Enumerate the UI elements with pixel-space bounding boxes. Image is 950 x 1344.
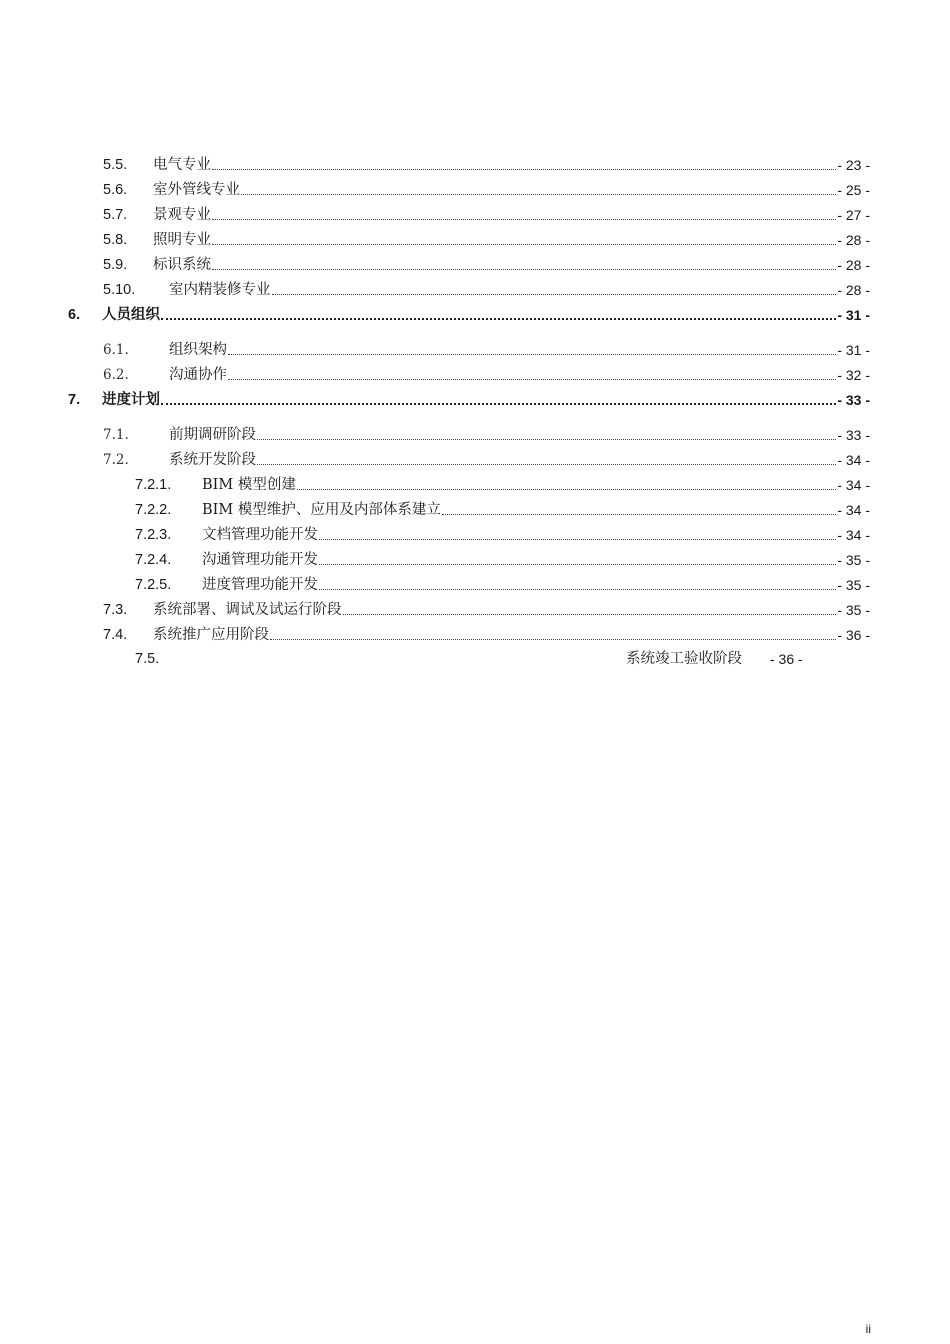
toc-page-number: - 28 - bbox=[837, 232, 870, 248]
toc-page-number: - 27 - bbox=[837, 207, 870, 223]
toc-number: 7.2. bbox=[103, 452, 129, 468]
dot-leader bbox=[212, 243, 836, 245]
toc-title: 景观专业 bbox=[153, 207, 211, 223]
toc-entry[interactable] bbox=[103, 205, 870, 225]
toc-subentry[interactable] bbox=[135, 475, 870, 495]
dot-leader bbox=[257, 463, 836, 465]
toc-subentry[interactable] bbox=[135, 525, 870, 545]
toc-number: 6.2. bbox=[103, 367, 129, 383]
toc-title: 标识系统 bbox=[153, 257, 211, 273]
toc-entry[interactable] bbox=[103, 255, 870, 275]
dot-leader bbox=[297, 488, 836, 490]
dot-leader bbox=[212, 268, 836, 270]
dot-leader bbox=[442, 513, 836, 515]
toc-title: 沟通协作 bbox=[169, 367, 227, 383]
toc-title: 系统部署、调试及试运行阶段 bbox=[153, 602, 342, 618]
toc-entry[interactable] bbox=[103, 450, 870, 470]
toc-number: 5.5. bbox=[103, 157, 128, 173]
toc-page-number: - 31 - bbox=[837, 307, 870, 323]
toc-entry[interactable] bbox=[103, 365, 870, 385]
toc-title: 系统开发阶段 bbox=[169, 452, 256, 468]
toc-title: BIM 模型创建 bbox=[202, 477, 296, 493]
toc-entry[interactable] bbox=[103, 230, 870, 250]
dot-leader bbox=[161, 317, 836, 320]
toc-title: 文档管理功能开发 bbox=[202, 527, 318, 543]
toc-number: 7.4. bbox=[103, 627, 128, 643]
toc-number: 7. bbox=[68, 392, 81, 408]
toc-title: 前期调研阶段 bbox=[169, 427, 256, 443]
dot-leader bbox=[228, 378, 836, 380]
dot-leader bbox=[270, 638, 836, 640]
toc-chapter-entry[interactable] bbox=[68, 390, 870, 410]
toc-page-number: - 34 - bbox=[837, 502, 870, 518]
dot-leader bbox=[241, 193, 836, 195]
toc-chapter-entry[interactable] bbox=[68, 305, 870, 325]
toc-title: 人员组织 bbox=[102, 306, 160, 323]
toc-page-number: - 34 - bbox=[837, 527, 870, 543]
toc-page-number: - 32 - bbox=[837, 367, 870, 383]
toc-title: 室内精装修专业 bbox=[169, 282, 271, 298]
toc-number: 7.5. bbox=[135, 651, 160, 667]
toc-number: 7.2.2. bbox=[135, 502, 172, 518]
toc-entry[interactable] bbox=[103, 280, 870, 300]
toc-number: 7.2.3. bbox=[135, 527, 172, 543]
toc-entry[interactable] bbox=[103, 180, 870, 200]
toc-page-number: - 36 - bbox=[770, 651, 803, 667]
toc-page-number: - 28 - bbox=[837, 282, 870, 298]
dot-leader bbox=[319, 538, 836, 540]
toc-page-number: - 23 - bbox=[837, 157, 870, 173]
dot-leader bbox=[319, 588, 836, 590]
toc-number: 7.3. bbox=[103, 602, 128, 618]
toc-entry[interactable] bbox=[103, 155, 870, 175]
dot-leader bbox=[272, 293, 837, 295]
toc-page-number: - 35 - bbox=[837, 577, 870, 593]
toc-entry[interactable] bbox=[103, 600, 870, 620]
toc-number: 5.6. bbox=[103, 182, 128, 198]
dot-leader bbox=[257, 438, 836, 440]
toc-page-number: - 36 - bbox=[837, 627, 870, 643]
toc-number: 5.10. bbox=[103, 282, 136, 298]
toc-entry[interactable] bbox=[135, 648, 815, 670]
toc-number: 5.9. bbox=[103, 257, 128, 273]
toc-number: 7.2.5. bbox=[135, 577, 172, 593]
toc-page-number: - 31 - bbox=[837, 342, 870, 358]
toc-entry[interactable] bbox=[103, 625, 870, 645]
toc-title: BIM 模型维护、应用及内部体系建立 bbox=[202, 502, 441, 518]
toc-title: 组织架构 bbox=[169, 342, 227, 358]
toc-number: 6. bbox=[68, 307, 81, 323]
toc-subentry[interactable] bbox=[135, 500, 870, 520]
toc-entry[interactable] bbox=[103, 425, 870, 445]
toc-title: 照明专业 bbox=[153, 232, 211, 248]
toc-subentry[interactable] bbox=[135, 550, 870, 570]
dot-leader bbox=[228, 353, 836, 355]
toc-page-number: - 28 - bbox=[837, 257, 870, 273]
toc-number: 6.1. bbox=[103, 342, 129, 358]
toc-page-number: - 35 - bbox=[837, 552, 870, 568]
toc-subentry[interactable] bbox=[135, 575, 870, 595]
toc-number: 7.2.1. bbox=[135, 477, 172, 493]
dot-leader bbox=[212, 218, 836, 220]
toc-title: 电气专业 bbox=[153, 157, 211, 173]
dot-leader bbox=[161, 402, 836, 405]
toc-page-number: - 34 - bbox=[837, 452, 870, 468]
toc-page-number: - 25 - bbox=[837, 182, 870, 198]
toc-number: 7.2.4. bbox=[135, 552, 172, 568]
dot-leader bbox=[343, 613, 837, 615]
toc-number: 5.8. bbox=[103, 232, 128, 248]
toc-title: 沟通管理功能开发 bbox=[202, 552, 318, 568]
toc-title: 系统竣工验收阶段 bbox=[626, 651, 742, 667]
footer-page-number: ii bbox=[865, 1322, 871, 1336]
dot-leader bbox=[212, 168, 836, 170]
toc-page-number: - 34 - bbox=[837, 477, 870, 493]
toc-page-number: - 35 - bbox=[837, 602, 870, 618]
toc-title: 系统推广应用阶段 bbox=[153, 627, 269, 643]
toc-entry[interactable] bbox=[103, 340, 870, 360]
toc-title: 进度计划 bbox=[102, 391, 160, 408]
toc-title: 室外管线专业 bbox=[153, 182, 240, 198]
toc-number: 5.7. bbox=[103, 207, 128, 223]
toc-number: 7.1. bbox=[103, 427, 129, 443]
toc-title: 进度管理功能开发 bbox=[202, 577, 318, 593]
toc-page-number: - 33 - bbox=[837, 392, 870, 408]
dot-leader bbox=[319, 563, 836, 565]
toc-page-number: - 33 - bbox=[837, 427, 870, 443]
